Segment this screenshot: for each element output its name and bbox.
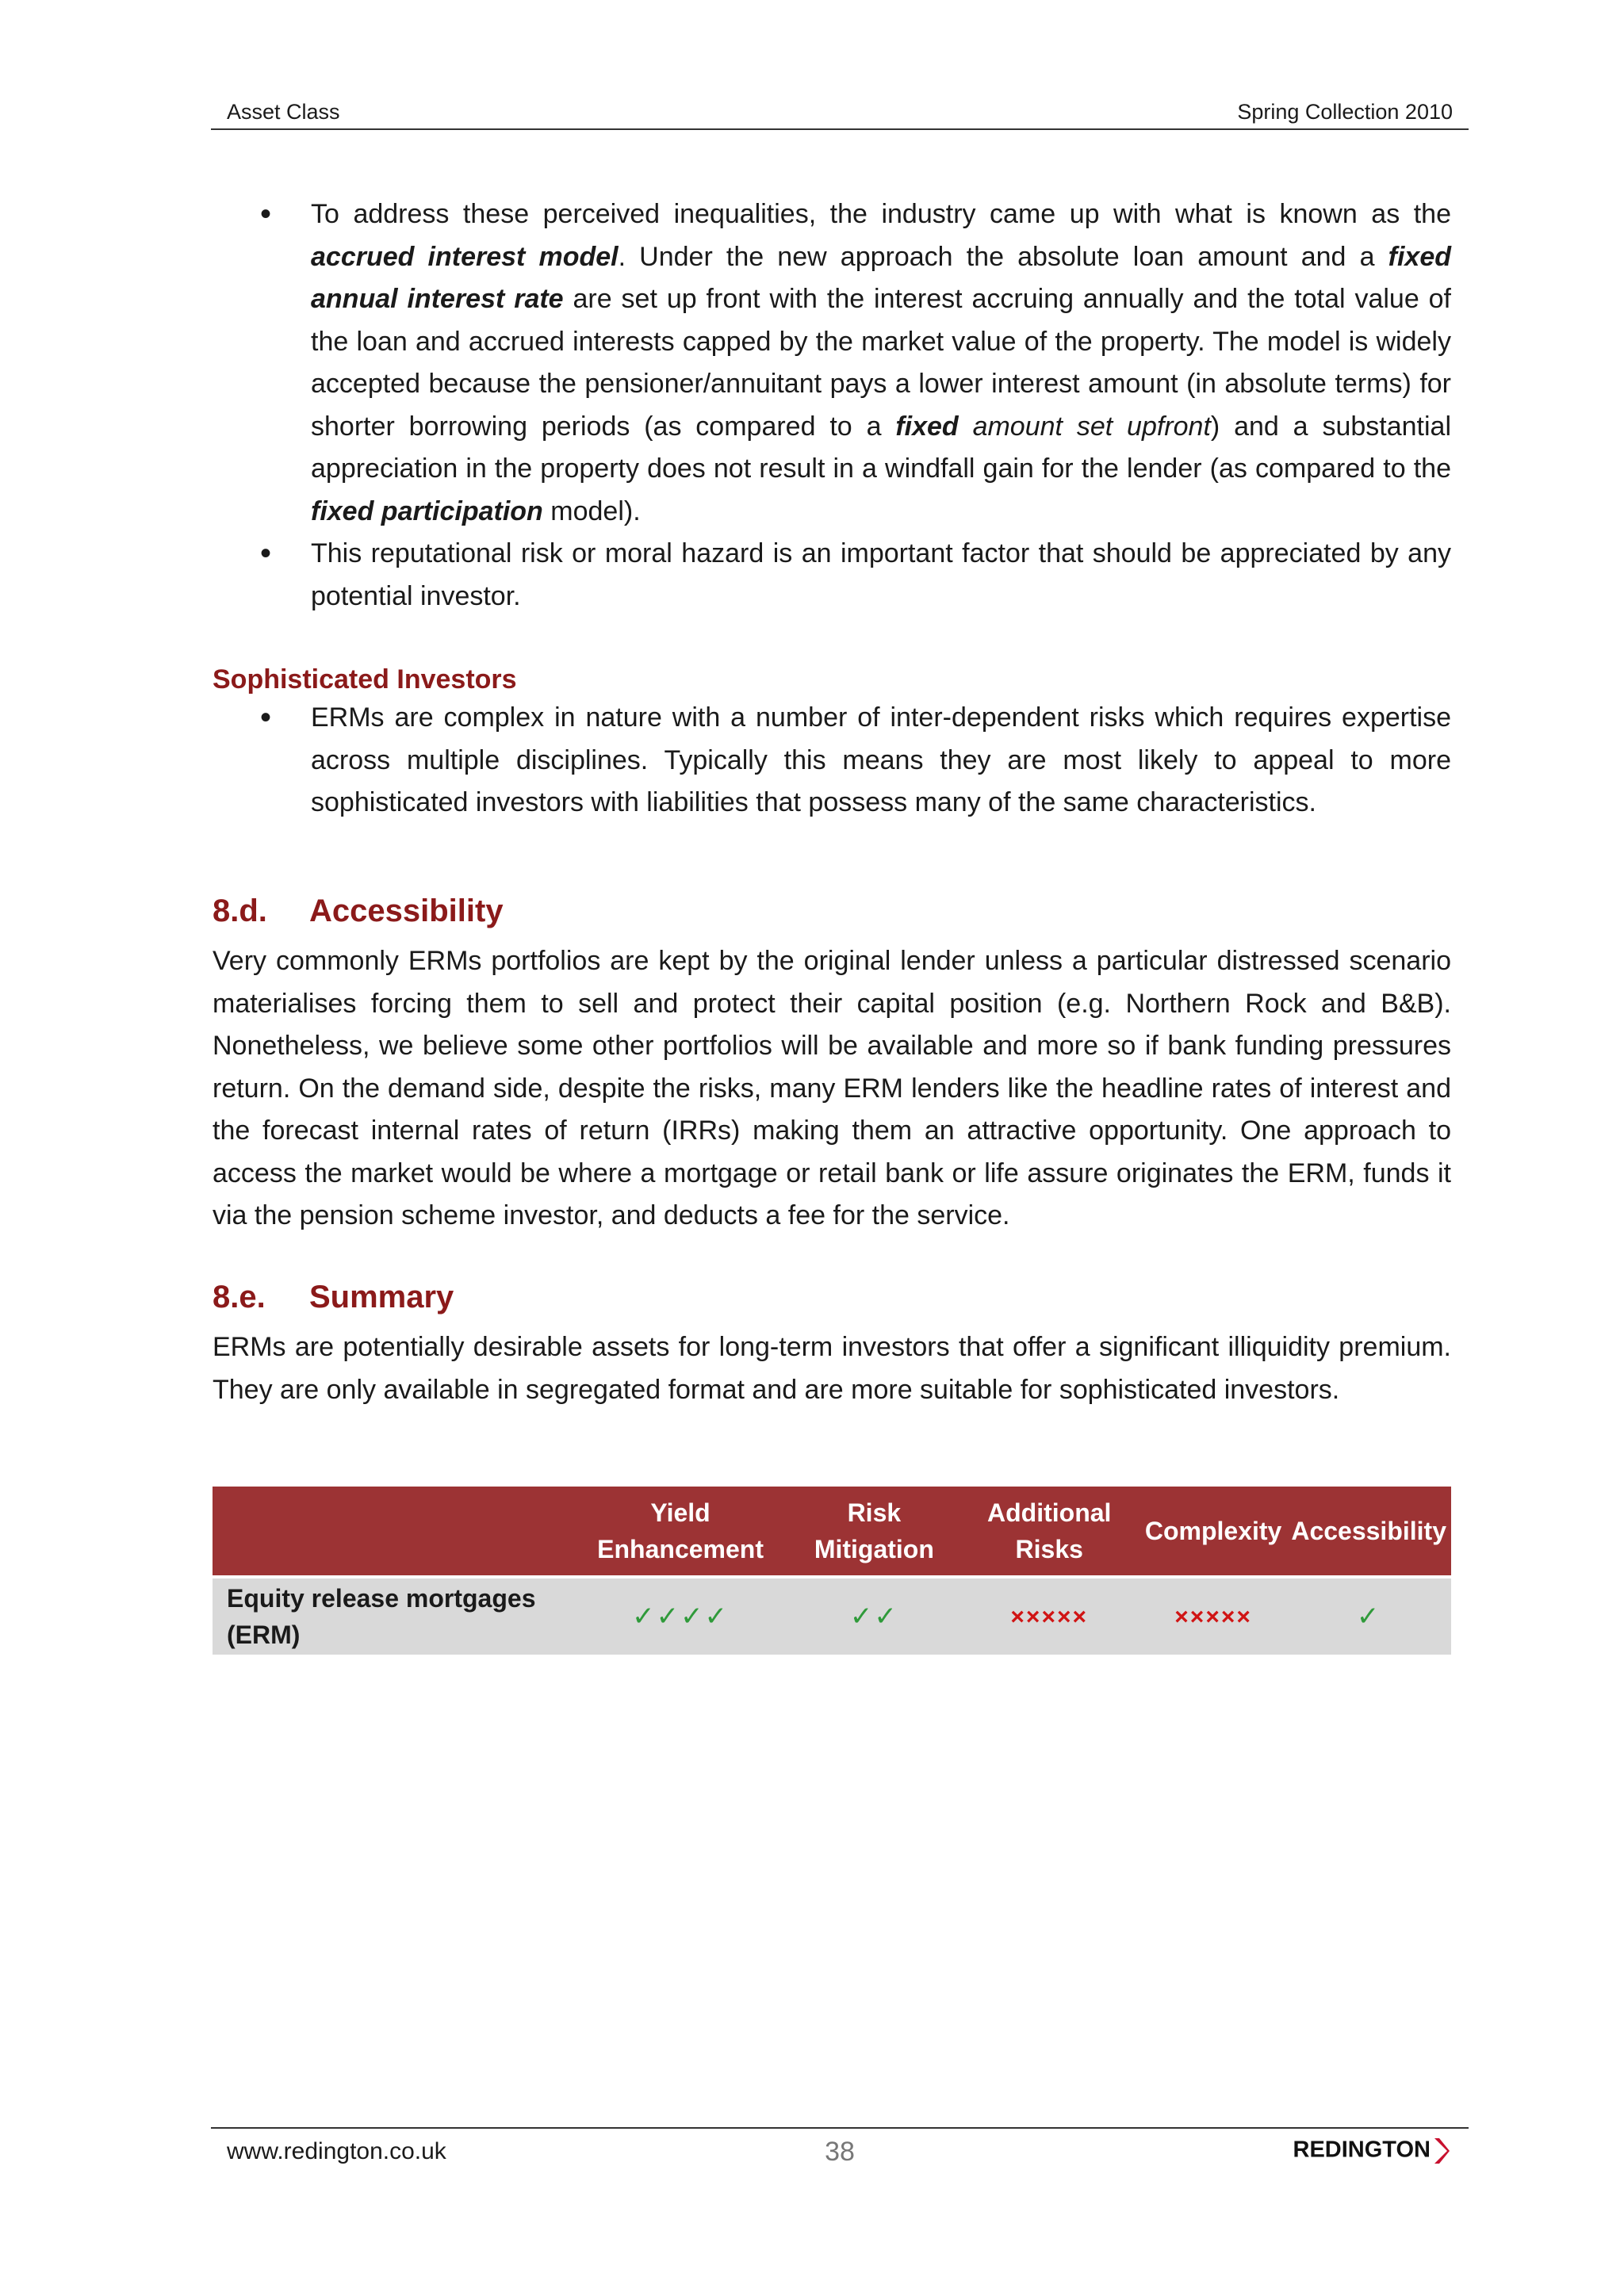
header-right: Spring Collection 2010 [1237,100,1453,124]
tick-icon: ✓✓✓✓ [632,1601,730,1632]
table-header-blank [213,1487,571,1577]
tick-icon: ✓ [1356,1601,1381,1632]
summary-paragraph: ERMs are potentially desirable assets for long-term investors that offer a significant illiquidity premium. They are only available in segregated format and are more suitable for sophisticated investors. [213,1332,1451,1405]
accessibility-section [213,894,1451,1238]
table-header-row [213,1487,1451,1577]
page-header [211,94,1469,130]
cross-icon: ××××× [1010,1604,1089,1630]
header-left: Asset Class [227,100,340,124]
tick-icon: ✓✓ [849,1601,898,1632]
cell-yield-enhancement [571,1577,790,1655]
page-number: 38 [825,2137,855,2167]
header-yield-enhancement: Yield Enhancement [571,1487,790,1577]
bullet-reputational-risk: • This reputational risk or moral hazard is an important factor that should be appreciated by any potential investor. [213,533,1451,618]
cell-complexity [1140,1577,1286,1655]
header-accessibility: Accessibility [1286,1487,1451,1577]
cell-additional-risks [959,1577,1140,1655]
page-footer [211,2127,1469,2176]
subheading-sophisticated-investors: Sophisticated Investors [213,664,517,695]
bullet-sophisticated-investors: • ERMs are complex in nature with a number of inter-dependent risks which requires expertise across multiple disciplines. Typically this means they are most likely to appeal to more sophisticated investors with liabilities that possess many of the same characteristics. [213,697,1451,825]
summary-table [213,1487,1451,1655]
header-risk-mitigation: Risk Mitigation [790,1487,958,1577]
summary-section [213,1280,1451,1411]
footer-url: www.redington.co.uk [227,2138,446,2164]
table-row [213,1577,1451,1655]
chevron-right-icon [1432,2137,1450,2165]
sophisticated-investors-section [213,664,1451,825]
accessibility-paragraph: Very commonly ERMs portfolios are kept by the original lender unless a particular distressed scenario materialises forcing them to sell and protect their capital position (e.g. Northern Rock and B&B). Nonetheless, we believe some other portfolios will be available and more so if bank funding pressures return. On the demand side, despite the risks, many ERM lenders like the headline rates of interest and the forecast internal rates of return (IRRs) making them an attractive opportunity. One approach to access the market would be where a mortgage or retail bank or life assure originates the ERM, funds it via the pension scheme investor, and deducts a fee for the service. [213,946,1451,1230]
header-additional-risks: Additional Risks [959,1487,1140,1577]
section-heading-accessibility: 8.d. Accessibility [213,894,504,928]
cell-risk-mitigation [790,1577,958,1655]
bullet-accrued-interest: • To address these perceived inequalities, the industry came up with what is known as the accrued interest model. Under the new approach the absolute loan amount and a fixed annual interest rate are set up front with the interest accruing annually and the total value of the loan and accrued interests capped by the market value of the property. The model is widely accepted because the pensioner/annuitant pays a lower interest amount (in absolute terms) for shorter borrowing periods (as compared to a fixed amount set upfront) and a substantial appreciation in the property does not result in a windfall gain for the lender (as compared to the fixed participation model). [213,193,1451,533]
header-complexity: Complexity [1140,1487,1286,1577]
section-heading-summary: 8.e. Summary [213,1280,454,1314]
redington-logo: REDINGTON [1293,2137,1450,2165]
cell-accessibility [1286,1577,1451,1655]
cross-icon: ××××× [1174,1604,1252,1630]
row-label-erm: Equity release mortgages (ERM) [213,1577,571,1655]
bullet-list-top [213,193,1451,618]
